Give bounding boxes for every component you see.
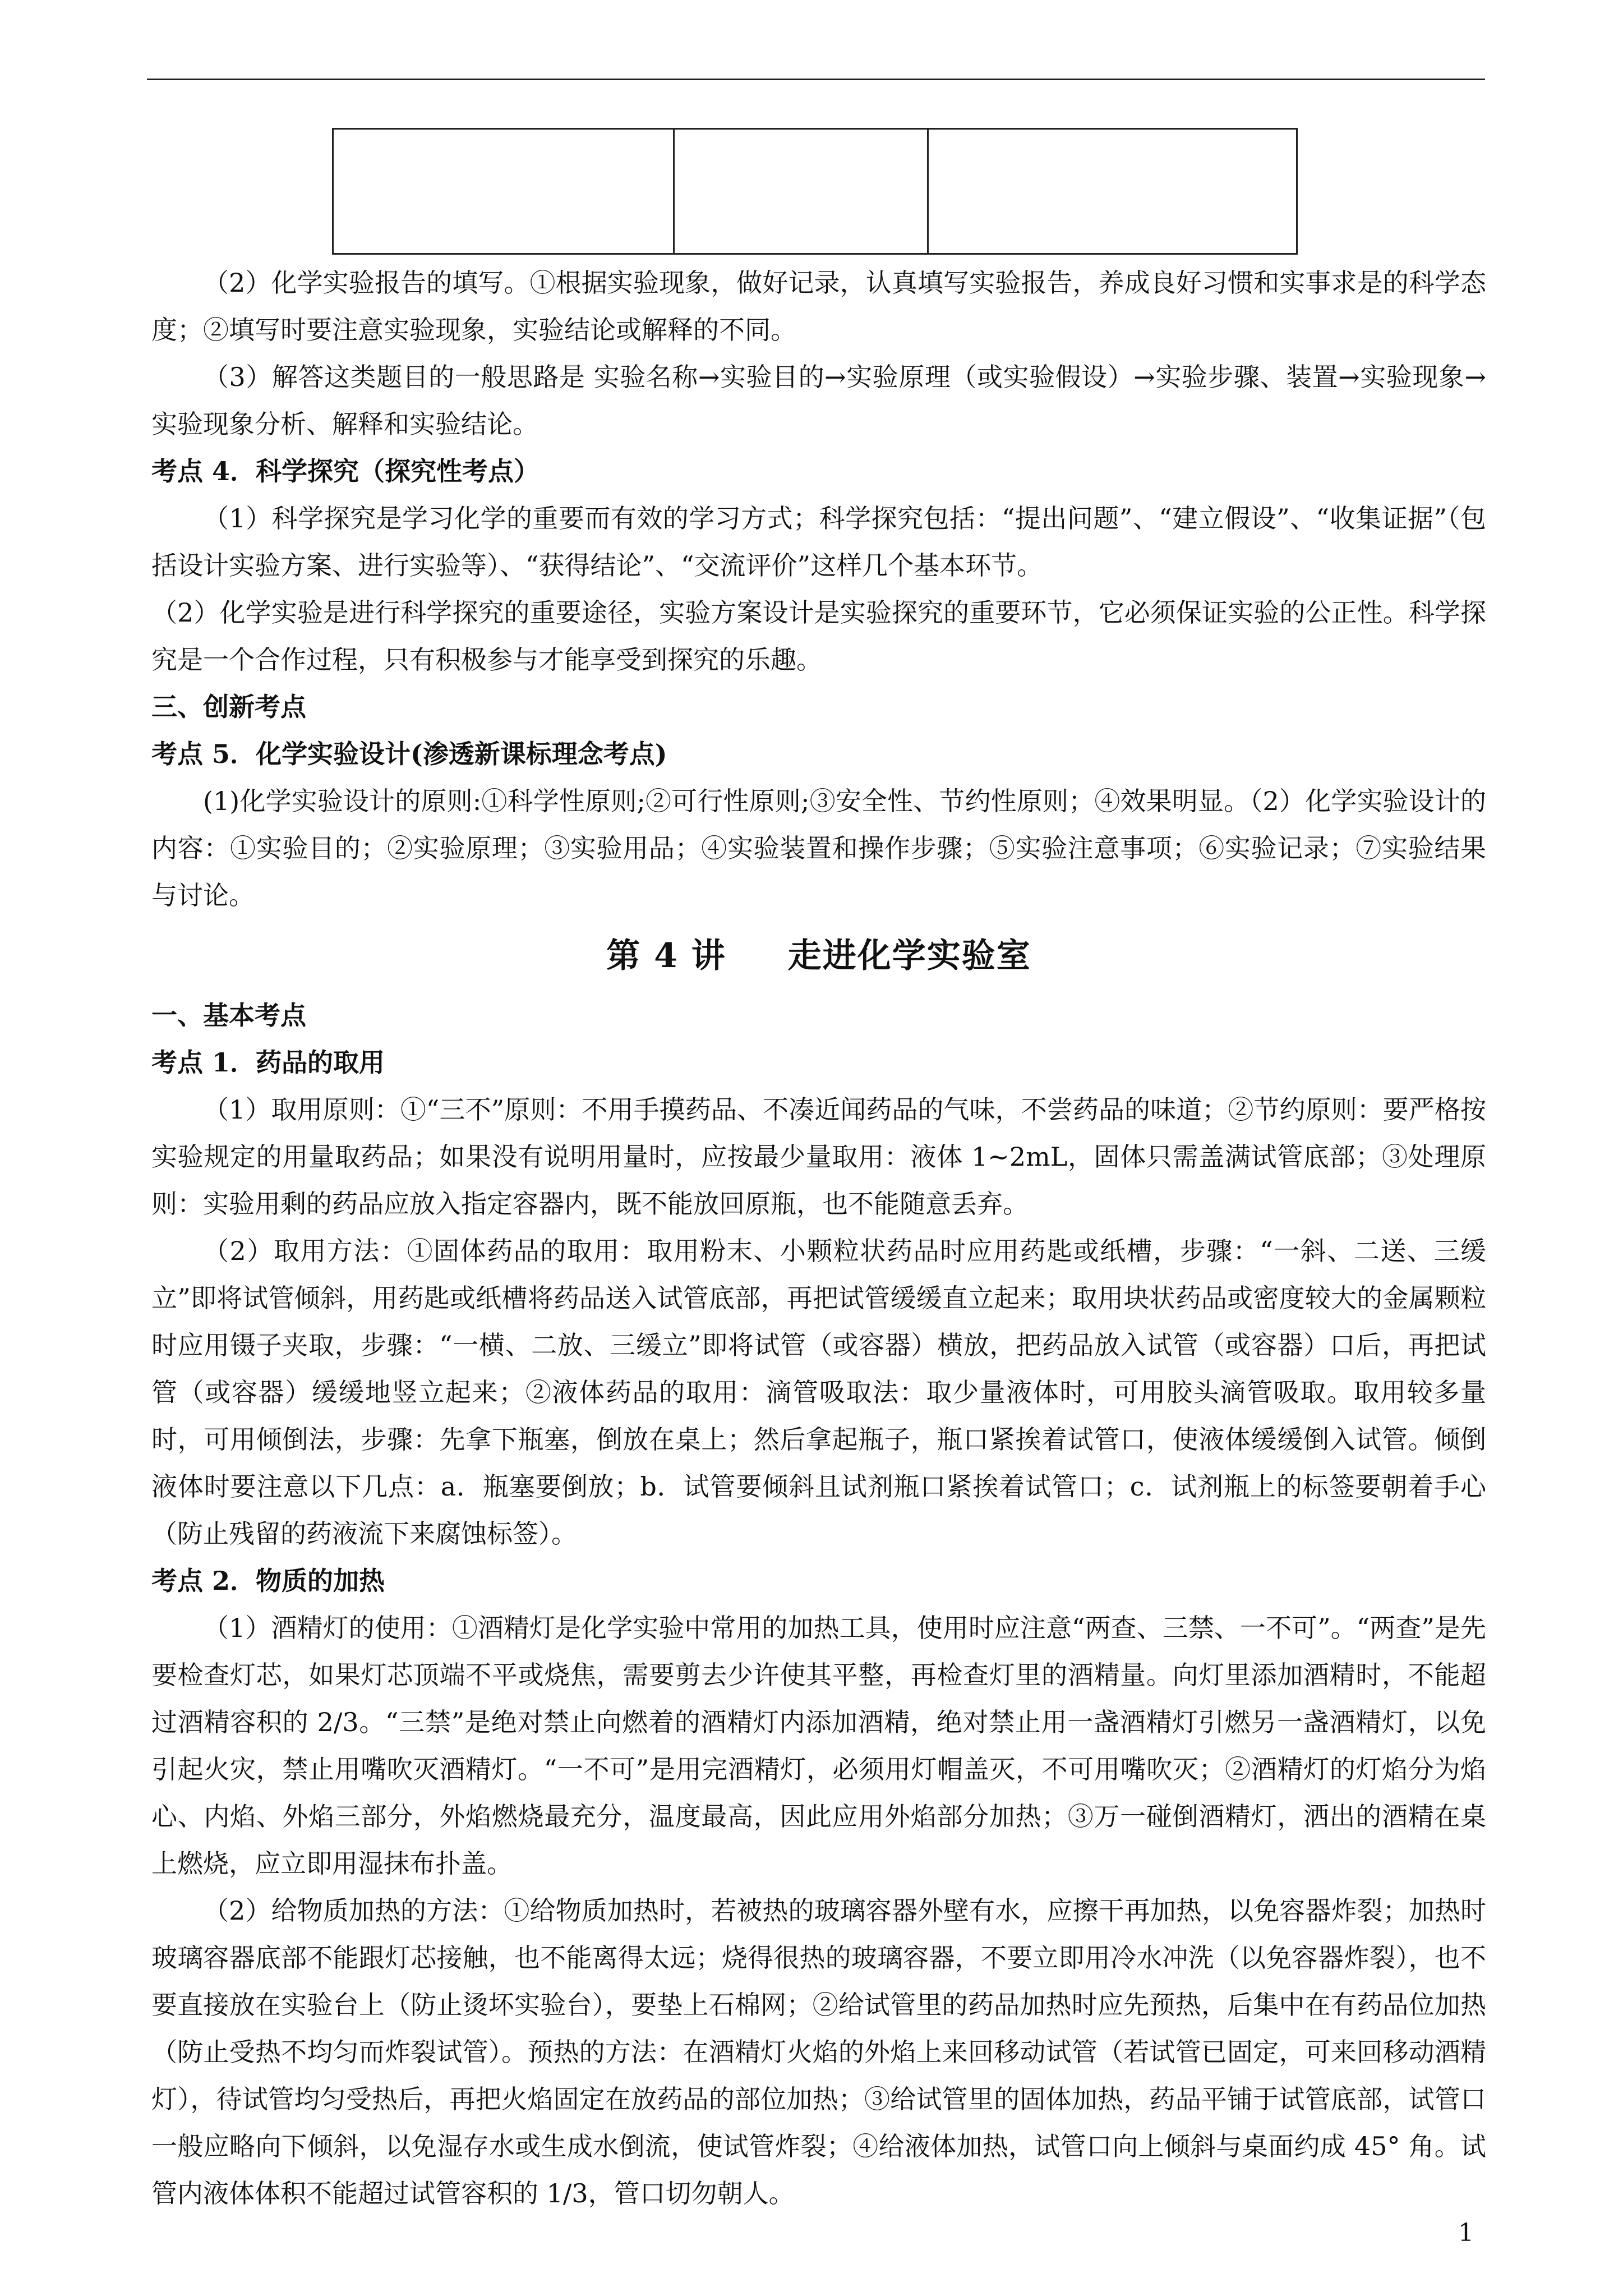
paragraph: （1）取用原则：①“三不”原则：不用手摸药品、不凑近闻药品的气味，不尝药品的味道；②节约原则：要严格按实验规定的用量取药品；如果没有说明用量时，应按最少量取用：液体 1~2mL，固体只需盖满试管底部；③处理原则：实验用剩的药品应放入指定容器内，既不能放回原瓶，也不能随意丢弃。: [151, 1094, 1486, 1219]
table-row: [333, 129, 1297, 254]
section-heading: 考点 4．科学探究（探究性考点）: [151, 456, 540, 486]
paragraph: （3）解答这类题目的一般思路是 实验名称→实验目的→实验原理（或实验假设）→实验步骤、装置→实验现象→实验现象分析、解释和实验结论。: [151, 362, 1486, 439]
lecture-title: [151, 927, 1486, 985]
paragraph: (1)化学实验设计的原则:①科学性原则;②可行性原则;③安全性、节约性原则；④效果明显。（2）化学实验设计的内容：①实验目的；②实验原理；③实验用品；④实验装置和操作步骤；⑤实验注意事项；⑥实验记录；⑦实验结果与讨论。: [151, 786, 1486, 910]
paragraph: （1）科学探究是学习化学的重要而有效的学习方式；科学探究包括：“提出问题”、“建立假设”、“收集证据”（包括设计实验方案、进行实验等）、“获得结论”、“交流评价”这样几个基本环节。: [151, 503, 1486, 581]
lecture-name: 走进化学实验室: [787, 936, 1031, 976]
continued-table: [332, 128, 1298, 255]
page-number: 1: [1458, 2219, 1474, 2247]
paragraph: （2）化学实验报告的填写。①根据实验现象，做好记录，认真填写实验报告，养成良好习惯和实事求是的科学态度；②填写时要注意实验现象，实验结论或解释的不同。: [151, 268, 1486, 345]
section-heading: 考点 2．物质的加热: [151, 1566, 385, 1596]
table-cell: [928, 129, 1297, 254]
paragraph: （2）取用方法：①固体药品的取用：取用粉末、小颗粒状药品时应用药匙或纸槽，步骤：“一斜、二送、三缓立”即将试管倾斜，用药匙或纸槽将药品送入试管底部，再把试管缓缓直立起来；取用块状药品或密度较大的金属颗粒时应用镊子夹取，步骤：“一横、二放、三缓立”即将试管（或容器）横放，把药品放入试管（或容器）口后，再把试管（或容器）缓缓地竖立起来；②液体药品的取用：滴管吸取法：取少量液体时，可用胶头滴管吸取。取用较多量时，可用倾倒法，步骤：先拿下瓶塞，倒放在桌上；然后拿起瓶子，瓶口紧挨着试管口，使液体缓缓倒入试管。倾倒液体时要注意以下几点：a．瓶塞要倒放；b．试管要倾斜且试剂瓶口紧挨着试管口；c．试剂瓶上的标签要朝着手心（防止残留的药液流下来腐蚀标签）。: [151, 1236, 1486, 1549]
section-heading: 考点 1．药品的取用: [151, 1047, 385, 1078]
paragraph: （2）化学实验是进行科学探究的重要途径，实验方案设计是实验探究的重要环节，它必须保证实验的公正性。科学探究是一个合作过程，只有积极参与才能享受到探究的乐趣。: [151, 597, 1486, 675]
header-rule: [147, 79, 1485, 80]
lecture-number: 第 4 讲: [606, 936, 726, 976]
table-cell: [333, 129, 674, 254]
paragraph: （1）酒精灯的使用：①酒精灯是化学实验中常用的加热工具，使用时应注意“两查、三禁、一不可”。“两查”是先要检查灯芯，如果灯芯顶端不平或烧焦，需要剪去少许使其平整，再检查灯里的酒精量。向灯里添加酒精时，不能超过酒精容积的 2/3。“三禁”是绝对禁止向燃着的酒精灯内添加酒精，绝对禁止用一盏酒精灯引燃另一盏酒精灯，以免引起火灾，禁止用嘴吹灭酒精灯。“一不可”是用完酒精灯，必须用灯帽盖灭，不可用嘴吹灭；②酒精灯的灯焰分为焰心、内焰、外焰三部分，外焰燃烧最充分，温度最高，因此应用外焰部分加热；③万一碰倒酒精灯，洒出的酒精在桌上燃烧，应立即用湿抹布扑盖。: [151, 1613, 1486, 1879]
table-cell: [674, 129, 928, 254]
paragraph: （2）给物质加热的方法：①给物质加热时，若被热的玻璃容器外壁有水，应擦干再加热，以免容器炸裂；加热时玻璃容器底部不能跟灯芯接触，也不能离得太远；烧得很热的玻璃容器，不要立即用冷水冲洗（以免容器炸裂），也不要直接放在实验台上（防止烫坏实验台），要垫上石棉网；②给试管里的药品加热时应先预热，后集中在有药品位加热（防止受热不均匀而炸裂试管）。预热的方法：在酒精灯火焰的外焰上来回移动试管（若试管已固定，可来回移动酒精灯），待试管均匀受热后，再把火焰固定在放药品的部位加热；③给试管里的固体加热，药品平铺于试管底部，试管口一般应略向下倾斜，以免湿存水或生成水倒流，使试管炸裂；④给液体加热，试管口向上倾斜与桌面约成 45° 角。试管内液体体积不能超过试管容积的 1/3，管口切勿朝人。: [151, 1895, 1486, 2208]
document-body: [151, 259, 1486, 2217]
section-heading: 三、创新考点: [151, 692, 306, 722]
section-heading: 一、基本考点: [151, 1000, 306, 1030]
section-heading: 考点 5．化学实验设计(渗透新课标理念考点): [151, 739, 667, 769]
